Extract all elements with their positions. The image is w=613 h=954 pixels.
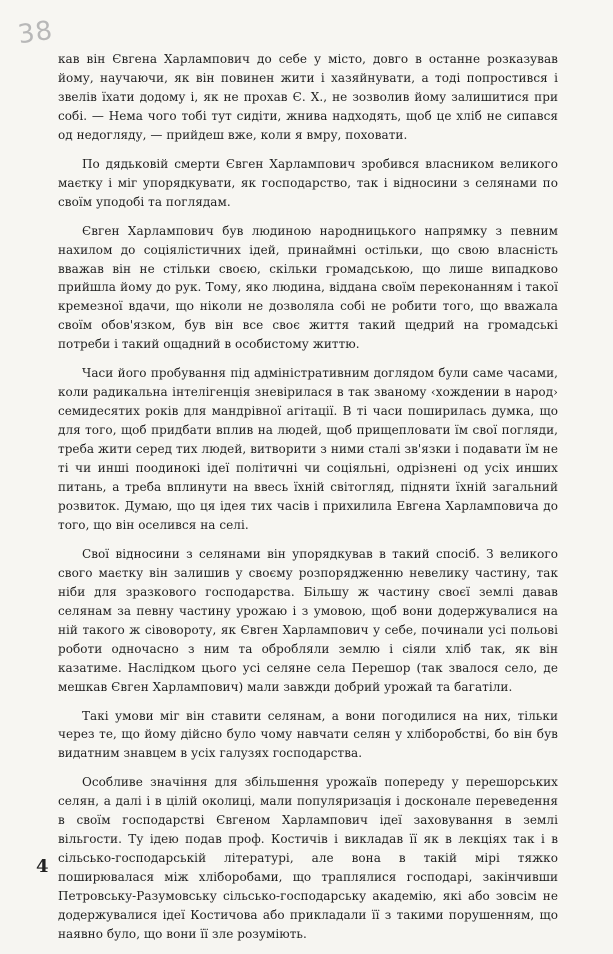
page-number: 4 xyxy=(36,856,49,877)
paragraph: Такі умови міг він ставити селянам, а вони погодилися на них, тільки через те, що йому дійсно було чому навчати селян у хліборобстві, бо він був видатним знавцем в усіх галузях господарства. xyxy=(58,708,558,761)
paragraph: Євген Харлампович був людиною народницького напрямку з певним нахилом до соціялістичних ідей, принаймні остільки, що свою власність вважав він не стільки своєю, скільки громадською, що лише випадково прийшла йому до рук. Тому, яко людина, віддана своїм переконанням і такої кремезної вдачи, що ніколи не дозволяла собі не робити того, що вважала своїм обов'язком, був він все своє життя такий щедрий на громадські потреби і такий ощадний в особистому життю. xyxy=(58,223,558,352)
paragraph: Свої відносини з селянами він упорядкував в такий спосіб. З великого свого маєтку він залишив у своєму розпорядженню невелику частину, так ніби для зразкового господарства. Більшу ж частину своєї землі давав селянам за певну частину урожаю і з умовою, щоб вони додержувалися на ній такого ж сівовороту, як Євген Харлампович у себе, починали усі польові роботи одночасно з ним та обробляли землю і сіяли хліб так, як він казатиме. Наслідком цього усі селяне села Перешор (так звалося село, де мешкав Євген Харлампович) мали завжди добрий урожай та багатіли. xyxy=(58,546,558,694)
paragraph: Особливе значіння для збільшення урожаїв попереду у перешорських селян, а далі і в цілій околиці, мали популяризація і досконале переведення в своїм господарстві Євгеном Харлампович ідеї заховування в землі вільгости. Ту ідею подав проф. Костичів і викладав її як в лекціях так і в сільсько-господарській літературі, але вона в такій мірі тяжко поширювалася між хліборобами, що траплялися господарі, закінчивши Петровську-Разумовську сільсько-господарську академію, які або зовсім не додержувалися ідеї Костичова або прикладали її з такими порушенням, що наявно було, що вони її зле розуміють. xyxy=(58,775,558,941)
paragraph: По дядьковій смерти Євген Харлампович зробився власником великого маєтку і міг упорядкувати, як господарство, так і відносини з селянами по своїм уподобі та поглядам. xyxy=(58,156,558,209)
paragraph: кав він Євгена Харлампович до себе у місто, довго в останне розказував йому, научаючи, як він повинен жити і хазяйнувати, а тоді попростився і звелів їхати додому і, як не прохав Є. Х., не зозволив йому залишитися при собі. — Нема чого тобі тут сидіти, жнива надходять, щоб це хліб не сипався од недогляду, — прийдеш вже, коли я вмру, поховати. xyxy=(58,52,558,142)
document-text xyxy=(58,50,558,954)
paragraph: Часи його пробування під адміністративним доглядом були саме часами, коли радикальна інтелігенція зневірилася в так званому ‹хождении в народ› семидесятих років для мандрівної агітації. В ті часи поширилась думка, що для того, щоб придбати вплив на людей, щоб прищепловати їм свої погляди, треба жити серед тих людей, витворити з ними сталі зв'язки і подавати їм не ті чи инші поодинокі ідеї політичні чи соціяльні, одрізнені од усіх инших питань, а треба вплинути на ввесь їхній світогляд, підняти їхній загальний розвиток. Думаю, що ця ідея тих часів і прихилила Евгена Харламповича до того, що він оселився на селі. xyxy=(58,366,558,532)
handwritten-page-number: 38 xyxy=(16,15,56,51)
